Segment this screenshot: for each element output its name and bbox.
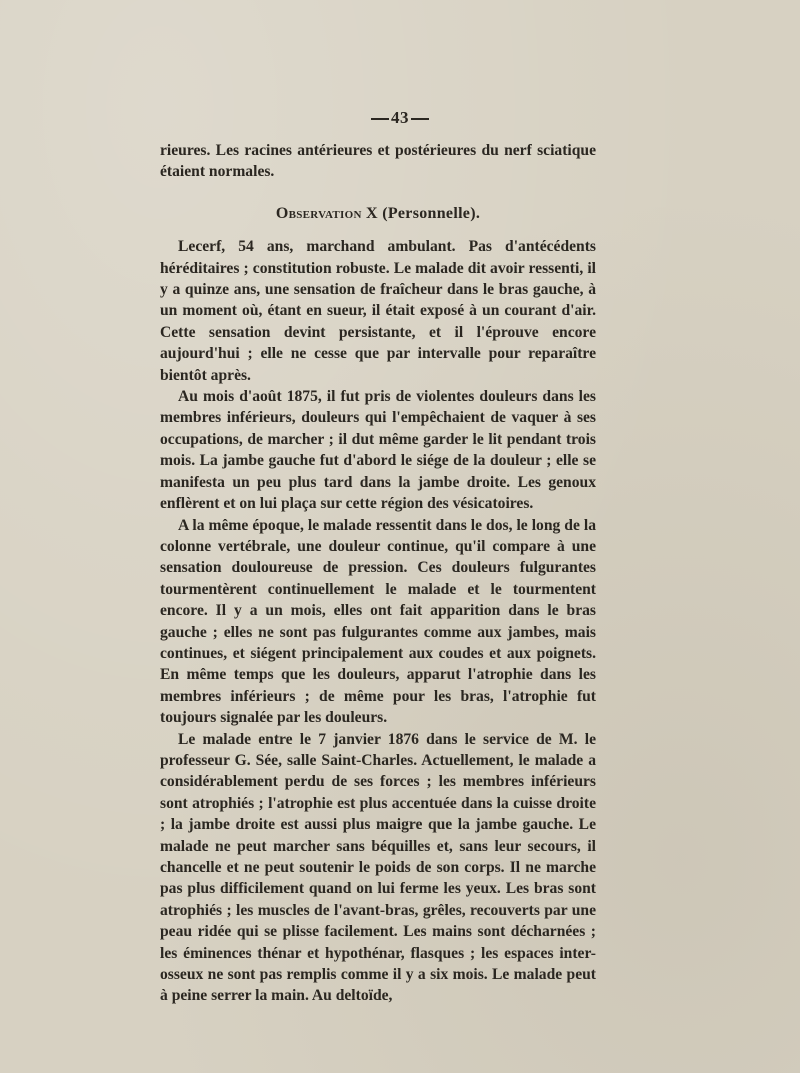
paragraph: Le malade entre le 7 janvier 1876 dans le service de M. le professeur G. Sée, salle Saint-Charles. Actuellement, le malade a considérablement perdu de ses forces ; les membres inférieurs sont atrophiés ; l'atrophie est plus accentuée dans la cuisse droite ; la jambe droite est aussi plus maigre que la jambe gauche. Le malade ne peut marcher sans béquilles et, sans leur secours, il chancelle et ne peut soutenir le poids de son corps. Il ne marche pas plus difficilement quand on lui ferme les yeux. Les bras sont atrophiés ; les muscles de l'avant-bras, grêles, recouverts par une peau ridée qui se plisse facilement. Les mains sont décharnées ; les éminences thénar et hypothénar, flasques ; les espaces inter-osseux ne sont pas remplis comme il y a six mois. Le malade peut à peine serrer la main. Au deltoïde, (160, 730, 596, 1005)
paragraph: A la même époque, le malade ressentit dans le dos, le long de la colonne vertébrale, une douleur continue, qu'il compare à une sensation douloureuse de pression. Ces douleurs fulgurantes tourmentèrent continuellement le malade et le tourmentent encore. Il y a un mois, elles ont fait apparition dans le bras gauche ; elles ne sont pas fulgurantes comme aux jambes, mais continues, et siégent principalement aux coudes et aux poignets. En même temps que les douleurs, apparut l'atrophie dans les membres inférieurs ; de même pour les bras, l'atrophie fut toujours signalée par les douleurs. (160, 516, 596, 727)
paragraph: Lecerf, 54 ans, marchand ambulant. Pas d'antécédents héréditaires ; constitution robuste. Le malade dit avoir ressenti, il y a quinze ans, une sensation de fraîcheur dans le bras gauche, à un moment où, étant en sueur, il était exposé à un courant d'air. Cette sensation devint persistante, et il l'éprouve encore aujourd'hui ; elle ne cesse que par intervalle pour reparaître bientôt après. (160, 238, 596, 384)
section-heading (160, 203, 596, 224)
page-number (0, 108, 800, 128)
body-text (160, 140, 596, 1007)
dash-ornament (371, 118, 389, 120)
paragraph-continuation: rieures. Les racines antérieures et postérieures du nerf sciatique étaient normales. (160, 142, 596, 181)
heading-rest: X (Personnelle). (361, 204, 481, 222)
paragraph: Au mois d'août 1875, il fut pris de violentes douleurs dans les membres inférieurs, douleurs qui l'empêchaient de vaquer à ses occupations, de marcher ; il dut même garder le lit pendant trois mois. La jambe gauche fut d'abord le siége de la douleur ; elle se manifesta un peu plus tard dans la jambe droite. Les genoux enflèrent et on lui plaça sur cette région des vésicatoires. (160, 388, 596, 513)
page-number-text: 43 (391, 108, 409, 127)
heading-label: Observation (275, 204, 362, 222)
dash-ornament (411, 118, 429, 120)
